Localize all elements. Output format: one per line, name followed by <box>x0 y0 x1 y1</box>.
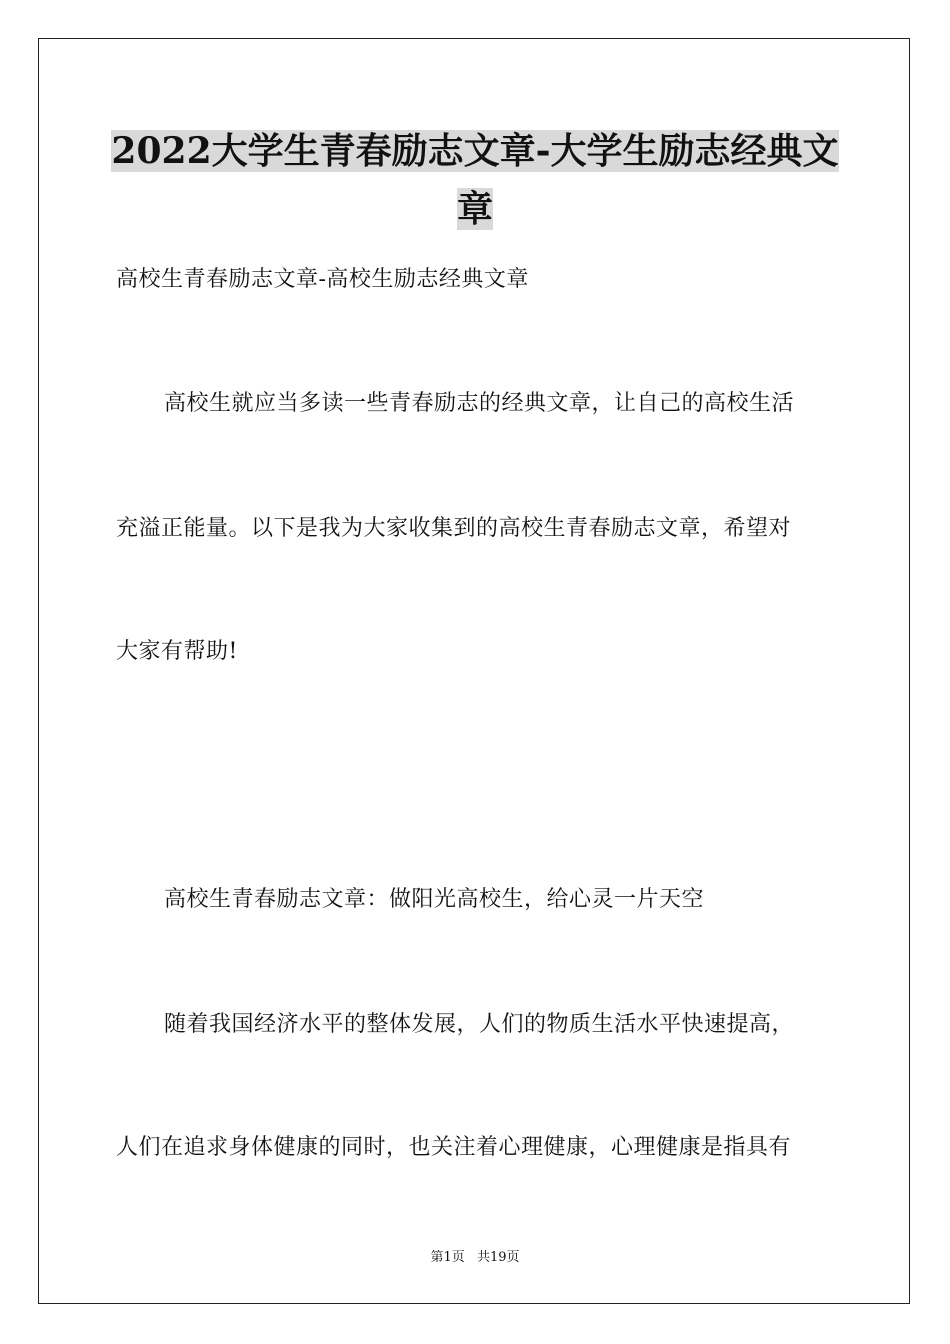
page-number: 第1页 <box>430 1250 465 1265</box>
paragraph-line: 人们在追求身体健康的同时，也关注着心理健康，心理健康是指具有 <box>116 1135 792 1160</box>
document-title-text: 2022大学生青春励志文章-大学生励志经典文章 <box>111 130 839 230</box>
paragraph-line: 大家有帮助! <box>116 639 238 664</box>
paragraph-line: 随着我国经济水平的整体发展，人们的物质生活水平快速提高， <box>164 1012 795 1037</box>
page-footer <box>0 1246 950 1265</box>
section-heading: 高校生青春励志文章：做阳光高校生，给心灵一片天空 <box>164 887 705 912</box>
page-total: 共19页 <box>476 1250 520 1265</box>
paragraph-line: 充溢正能量。以下是我为大家收集到的高校生青春励志文章，希望对 <box>116 516 792 541</box>
document-subtitle: 高校生青春励志文章-高校生励志经典文章 <box>116 267 529 292</box>
paragraph-line: 高校生就应当多读一些青春励志的经典文章，让自己的高校生活 <box>164 391 795 416</box>
document-title <box>110 122 840 238</box>
